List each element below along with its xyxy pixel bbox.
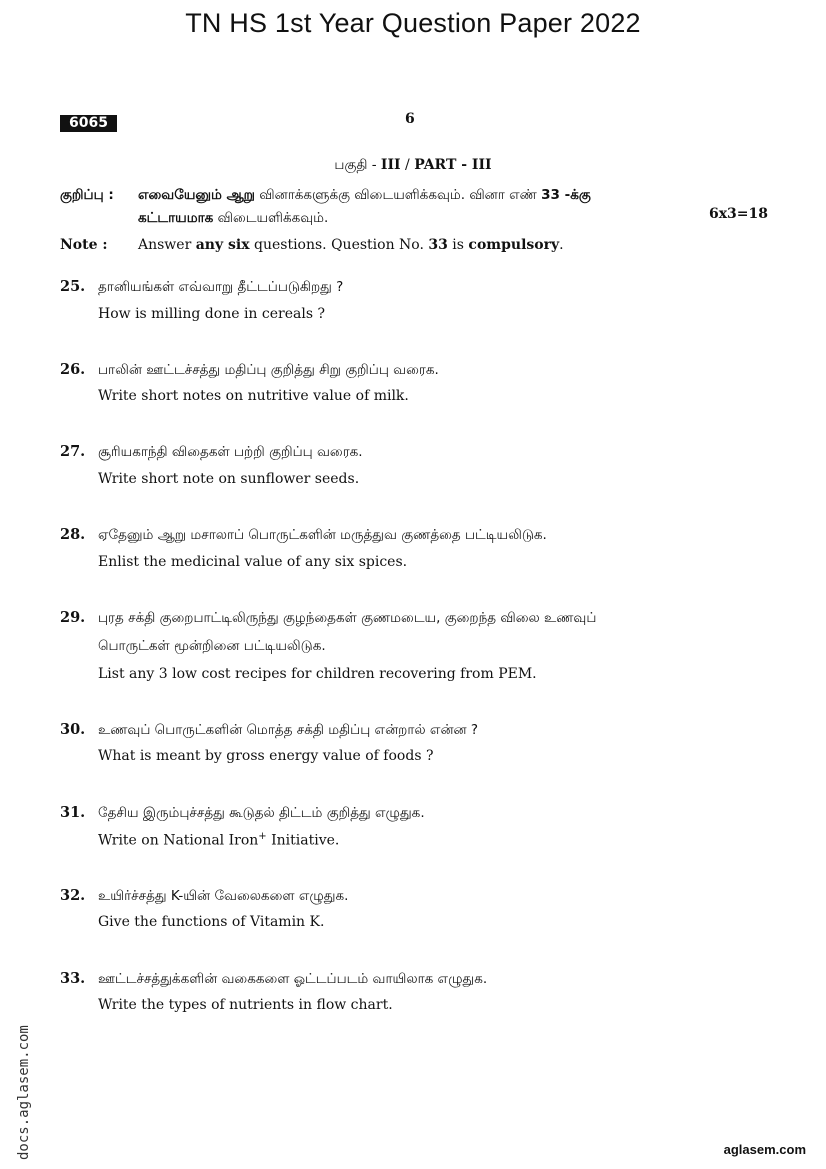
question-tamil: தானியங்கள் எவ்வாறு தீட்டப்படுகிறது ? <box>98 279 344 295</box>
question-english-part1: Write on National Iron <box>98 832 259 849</box>
superscript-plus: + <box>258 831 267 842</box>
question-tamil: புரத சக்தி குறைபாட்டிலிருந்து குழந்தைகள் குணமடைய, குறைந்த விலை உணவுப் <box>98 610 597 626</box>
question-tamil: ஊட்டச்சத்துக்களின் வகைகளை ஓட்டப்படம் வாயிலாக எழுதுக. <box>98 971 488 987</box>
question-english: Write short notes on nutritive value of milk. <box>98 388 409 404</box>
tamil-instruction-line1 <box>138 184 591 205</box>
marks-allocation: 6x3=18 <box>708 206 768 222</box>
question-tamil: உணவுப் பொருட்களின் மொத்த சக்தி மதிப்பு என்றால் என்ன ? <box>98 722 479 738</box>
question-number: 33. <box>60 970 86 987</box>
question-tamil: ஏதேனும் ஆறு மசாலாப் பொருட்களின் மருத்துவ குணத்தை பட்டியலிடுக. <box>98 527 547 543</box>
question-tamil: சூரியகாந்தி விதைகள் பற்றி குறிப்பு வரைக. <box>98 444 363 460</box>
tamil-instruction-text2: விடையளிக்கவும். <box>213 210 329 226</box>
question-number: 27. <box>60 443 86 460</box>
question-number: 29. <box>60 609 86 626</box>
question-tamil-continued: பொருட்கள் மூன்றினை பட்டியலிடுக. <box>98 638 326 654</box>
question-english: Write the types of nutrients in flow chart. <box>98 997 393 1013</box>
tamil-instruction-line2 <box>138 207 328 228</box>
note-text-any-six: any six <box>195 237 250 253</box>
note-text-mid: questions. Question No. <box>249 237 429 253</box>
tamil-instruction-bold: எவையேனும் ஆறு <box>138 187 255 203</box>
question-english: Enlist the medicinal value of any six spices. <box>98 554 408 570</box>
tamil-instruction-label: குறிப்பு : <box>60 187 114 203</box>
note-text-is: is <box>447 237 469 253</box>
question-english: Write short note on sunflower seeds. <box>98 471 360 487</box>
question-english-part2: Initiative. <box>271 832 340 849</box>
part-heading <box>0 157 826 175</box>
part-heading-tamil: பகுதி - <box>334 157 381 173</box>
page-number: 6 <box>405 111 415 127</box>
tamil-instruction-compulsory: கட்டாயமாக <box>138 210 214 226</box>
note-text-qno: 33 <box>428 237 448 253</box>
note-text-compulsory: compulsory <box>468 237 560 253</box>
page-header-title: TN HS 1st Year Question Paper 2022 <box>185 8 641 38</box>
note-text-pre: Answer <box>138 237 196 253</box>
tamil-instruction-qno: 33 -க்கு <box>541 187 591 203</box>
question-number: 25. <box>60 278 86 295</box>
paper-code-badge: 6065 <box>60 115 117 132</box>
part-heading-english: PART - III <box>414 157 492 173</box>
part-heading-roman: III <box>380 157 401 173</box>
note-label: Note : <box>60 237 108 253</box>
footer-brand-link[interactable]: aglasem.com <box>723 1142 806 1157</box>
question-english: How is milling done in cereals ? <box>98 306 325 322</box>
question-english: Give the functions of Vitamin K. <box>98 914 325 930</box>
note-text-end: . <box>559 237 564 253</box>
question-tamil: உயிர்ச்சத்து K-யின் வேலைகளை எழுதுக. <box>98 888 349 904</box>
question-number: 30. <box>60 721 86 738</box>
note-text <box>138 237 564 253</box>
question-tamil: பாலின் ஊட்டச்சத்து மதிப்பு குறித்து சிறு குறிப்பு வரைக. <box>98 362 439 378</box>
question-number: 26. <box>60 361 86 378</box>
question-number: 28. <box>60 526 86 543</box>
part-heading-separator: / <box>400 157 415 173</box>
tamil-instruction-text: வினாக்களுக்கு விடையளிக்கவும். வினா எண் <box>254 187 542 203</box>
question-tamil: தேசிய இரும்புச்சத்து கூடுதல் திட்டம் குறித்து எழுதுக. <box>98 805 425 821</box>
question-english <box>98 831 339 849</box>
question-number: 31. <box>60 804 86 821</box>
side-watermark: docs.aglasem.com <box>16 1025 32 1160</box>
question-english: What is meant by gross energy value of foods ? <box>98 748 434 764</box>
question-number: 32. <box>60 887 86 904</box>
question-english: List any 3 low cost recipes for children recovering from PEM. <box>98 666 537 682</box>
